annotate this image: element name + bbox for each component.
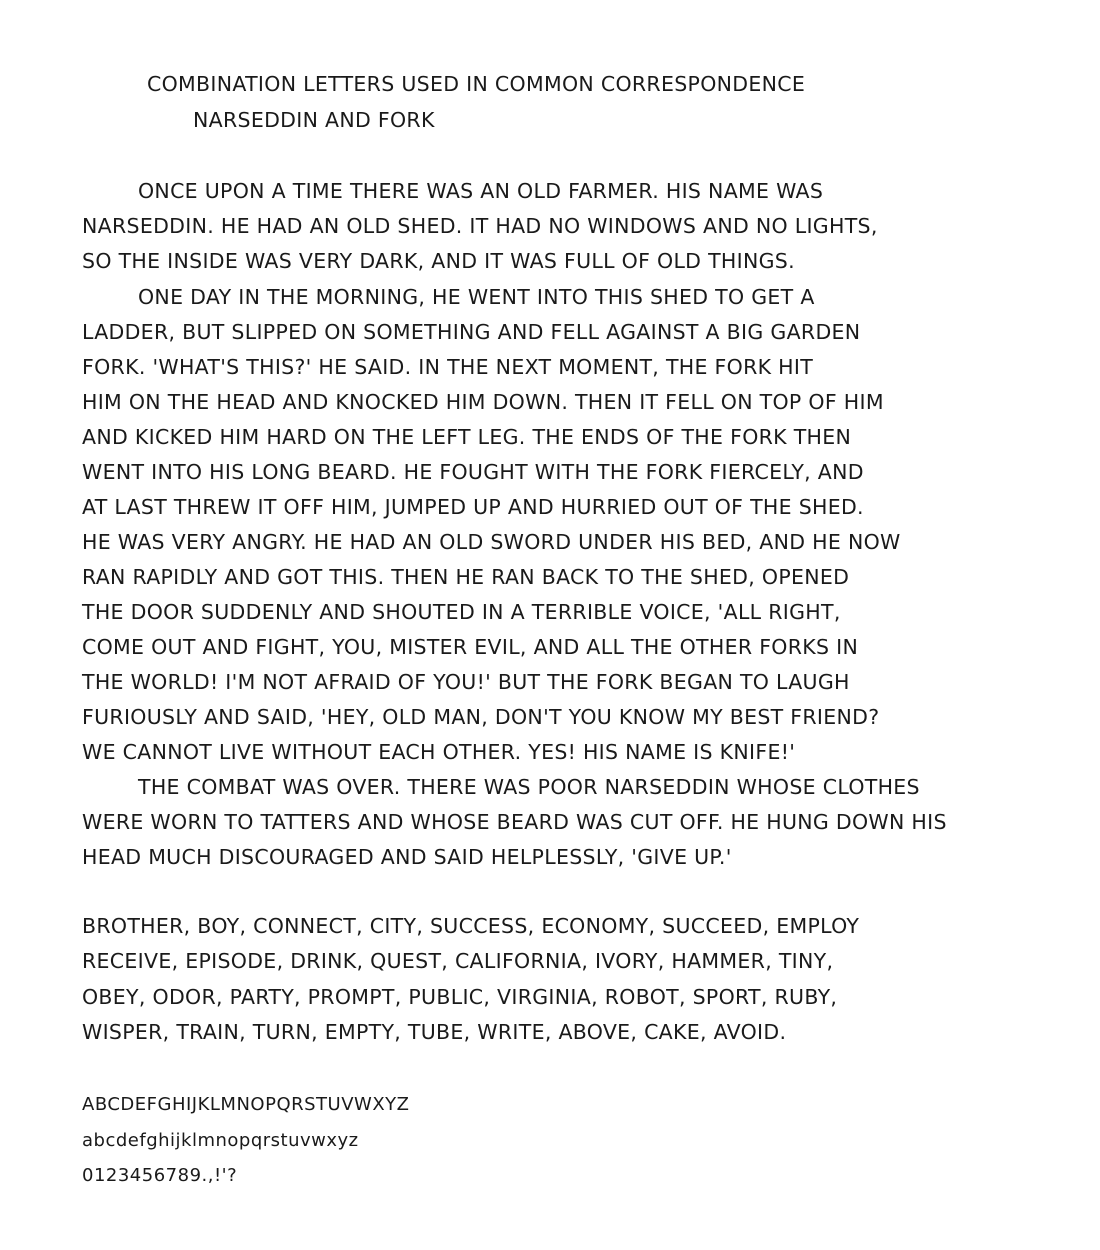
digits-punctuation: 0123456789.,!'? [82, 1165, 238, 1186]
story-line: THE COMBAT WAS OVER. THERE WAS POOR NARSEDDIN WHOSE CLOTHES [138, 775, 920, 799]
story-line: WERE WORN TO TATTERS AND WHOSE BEARD WAS CUT OFF. HE HUNG DOWN HIS [82, 810, 947, 834]
story-line: SO THE INSIDE WAS VERY DARK, AND IT WAS FULL OF OLD THINGS. [82, 249, 795, 273]
story-line: AND KICKED HIM HARD ON THE LEFT LEG. THE ENDS OF THE FORK THEN [82, 425, 852, 449]
story-line: WE CANNOT LIVE WITHOUT EACH OTHER. YES! HIS NAME IS KNIFE!' [82, 740, 796, 764]
word-list-line: BROTHER, BOY, CONNECT, CITY, SUCCESS, ECONOMY, SUCCEED, EMPLOY [82, 914, 860, 938]
story-line: HIM ON THE HEAD AND KNOCKED HIM DOWN. THEN IT FELL ON TOP OF HIM [82, 390, 884, 414]
uppercase-alphabet: ABCDEFGHIJKLMNOPQRSTUVWXYZ [82, 1094, 410, 1115]
story-line: THE DOOR SUDDENLY AND SHOUTED IN A TERRIBLE VOICE, 'ALL RIGHT, [82, 600, 841, 624]
page-title: COMBINATION LETTERS USED IN COMMON CORRESPONDENCE [147, 72, 806, 96]
story-line: THE WORLD! I'M NOT AFRAID OF YOU!' BUT THE FORK BEGAN TO LAUGH [82, 670, 850, 694]
story-line: ONE DAY IN THE MORNING, HE WENT INTO THIS SHED TO GET A [138, 285, 815, 309]
word-list-line: WISPER, TRAIN, TURN, EMPTY, TUBE, WRITE, ABOVE, CAKE, AVOID. [82, 1020, 787, 1044]
story-line: RAN RAPIDLY AND GOT THIS. THEN HE RAN BACK TO THE SHED, OPENED [82, 565, 850, 589]
story-line: FORK. 'WHAT'S THIS?' HE SAID. IN THE NEXT MOMENT, THE FORK HIT [82, 355, 814, 379]
story-line: HEAD MUCH DISCOURAGED AND SAID HELPLESSLY, 'GIVE UP.' [82, 845, 732, 869]
story-line: WENT INTO HIS LONG BEARD. HE FOUGHT WITH THE FORK FIERCELY, AND [82, 460, 864, 484]
story-line: FURIOUSLY AND SAID, 'HEY, OLD MAN, DON'T YOU KNOW MY BEST FRIEND? [82, 705, 880, 729]
story-title: NARSEDDIN AND FORK [193, 108, 435, 132]
story-line: COME OUT AND FIGHT, YOU, MISTER EVIL, AND ALL THE OTHER FORKS IN [82, 635, 859, 659]
story-line: AT LAST THREW IT OFF HIM, JUMPED UP AND HURRIED OUT OF THE SHED. [82, 495, 864, 519]
story-line: HE WAS VERY ANGRY. HE HAD AN OLD SWORD UNDER HIS BED, AND HE NOW [82, 530, 901, 554]
word-list-line: OBEY, ODOR, PARTY, PROMPT, PUBLIC, VIRGINIA, ROBOT, SPORT, RUBY, [82, 985, 838, 1009]
story-line: ONCE UPON A TIME THERE WAS AN OLD FARMER. HIS NAME WAS [138, 179, 824, 203]
story-line: NARSEDDIN. HE HAD AN OLD SHED. IT HAD NO WINDOWS AND NO LIGHTS, [82, 214, 878, 238]
lowercase-alphabet: abcdefghijklmnopqrstuvwxyz [82, 1130, 359, 1151]
story-line: LADDER, BUT SLIPPED ON SOMETHING AND FELL AGAINST A BIG GARDEN [82, 320, 861, 344]
word-list-line: RECEIVE, EPISODE, DRINK, QUEST, CALIFORNIA, IVORY, HAMMER, TINY, [82, 949, 834, 973]
